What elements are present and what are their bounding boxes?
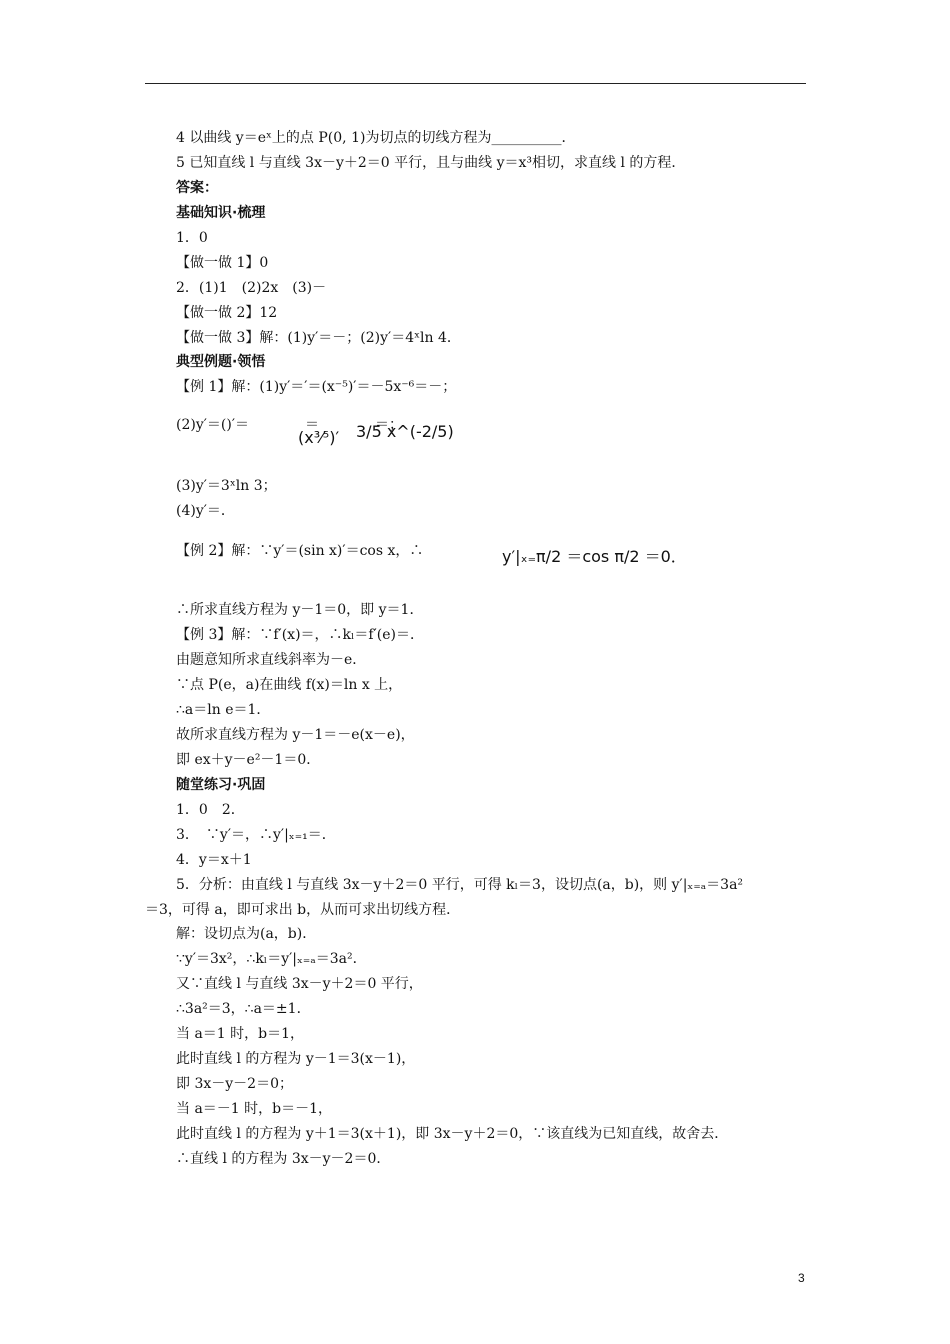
practice-answer: 3． ∵y′＝，∴y′|ₓ₌₁＝． xyxy=(176,827,336,843)
exercise-4: 4 以曲线 y＝eˣ上的点 P(0, 1)为切点的切线方程为__________． xyxy=(176,130,576,146)
header-rule xyxy=(145,83,806,84)
solution-step: ∵y′＝3x²，∴kₗ＝y′|ₓ₌ₐ＝3a²． xyxy=(176,951,367,967)
example-3-step: 即 ex＋y－e²－1＝0． xyxy=(176,752,321,768)
example-1: 【例 1】解：(1)y′＝′＝(x⁻⁵)′＝－5x⁻⁶＝－； xyxy=(176,379,457,395)
solution-step: 当 a＝－1 时，b＝－1， xyxy=(176,1101,333,1117)
example-1-part4: (4)y′＝． xyxy=(176,503,235,519)
answer-line: 【做一做 2】12 xyxy=(176,305,278,321)
solution-conclusion: ∴直线 l 的方程为 3x－y－2＝0． xyxy=(176,1151,391,1167)
solution-step: 此时直线 l 的方程为 y＋1＝3(x＋1)，即 3x－y＋2＝0，∵该直线为已知直线，故舍去． xyxy=(176,1126,729,1142)
example-3-step: 故所求直线方程为 y－1＝－e(x－e)， xyxy=(176,727,415,743)
section-basics: 基础知识·梳理 xyxy=(176,205,266,221)
solution-step: 即 3x－y－2＝0； xyxy=(176,1076,293,1092)
solution-step: 解：设切点为(a，b)． xyxy=(176,926,317,942)
section-examples: 典型例题·领悟 xyxy=(176,354,266,370)
page-number: 3 xyxy=(798,1271,805,1285)
practice-analysis: 5．分析：由直线 l 与直线 3x－y＋2＝0 平行，可得 kₗ＝3，设切点(a，b)，则 y′|ₓ₌ₐ＝3a² xyxy=(176,877,744,893)
example-3-step: ∴a＝ln e＝1． xyxy=(176,702,271,718)
answer-line: 1．0 xyxy=(176,230,208,246)
example-1-part2: (2)y′＝()′＝ ＝ ＝； xyxy=(176,417,404,433)
exercise-5: 5 已知直线 l 与直线 3x－y＋2＝0 平行，且与曲线 y＝x³相切，求直线 l 的方程． xyxy=(176,155,686,171)
example-3-step: 由题意知所求直线斜率为－e． xyxy=(176,652,367,668)
example-3-step: ∵点 P(e，a)在曲线 f(x)＝ln x 上， xyxy=(176,677,403,693)
example-2-result: ∴所求直线方程为 y－1＝0，即 y＝1． xyxy=(176,602,424,618)
solution-step: ∴3a²＝3，∴a＝±1． xyxy=(176,1001,311,1017)
practice-answer: 1．0 2． xyxy=(176,802,245,818)
section-practice: 随堂练习·巩固 xyxy=(176,777,266,793)
formula-x-power: (x³⁄⁵)′ xyxy=(298,428,340,447)
example-2: 【例 2】解：∵y′＝(sin x)′＝cos x，∴ xyxy=(176,543,424,559)
example-1-part3: (3)y′＝3ˣln 3； xyxy=(176,478,277,494)
formula-tangent-slope: y′|ₓ₌π/2 ＝cos π/2 ＝0． xyxy=(502,547,687,566)
answers-heading: 答案： xyxy=(176,180,218,196)
answer-line: 【做一做 3】解：(1)y′＝－；(2)y′＝4ˣln 4． xyxy=(176,330,461,346)
answer-line: 2．(1)1 (2)2x (3)－ xyxy=(176,280,327,296)
formula-derivative: 3/5 x^(-2/5) xyxy=(356,422,454,441)
example-3: 【例 3】解：∵f′(x)＝，∴kₗ＝f′(e)＝． xyxy=(176,627,424,643)
answer-line: 【做一做 1】0 xyxy=(176,255,269,271)
solution-step: 此时直线 l 的方程为 y－1＝3(x－1)， xyxy=(176,1051,416,1067)
solution-step: 当 a＝1 时，b＝1， xyxy=(176,1026,305,1042)
practice-analysis-cont: ＝3，可得 a，即可求出 b，从而可求出切线方程． xyxy=(145,902,461,918)
solution-step: 又∵直线 l 与直线 3x－y＋2＝0 平行， xyxy=(176,976,423,992)
practice-answer: 4．y＝x＋1 xyxy=(176,852,252,868)
